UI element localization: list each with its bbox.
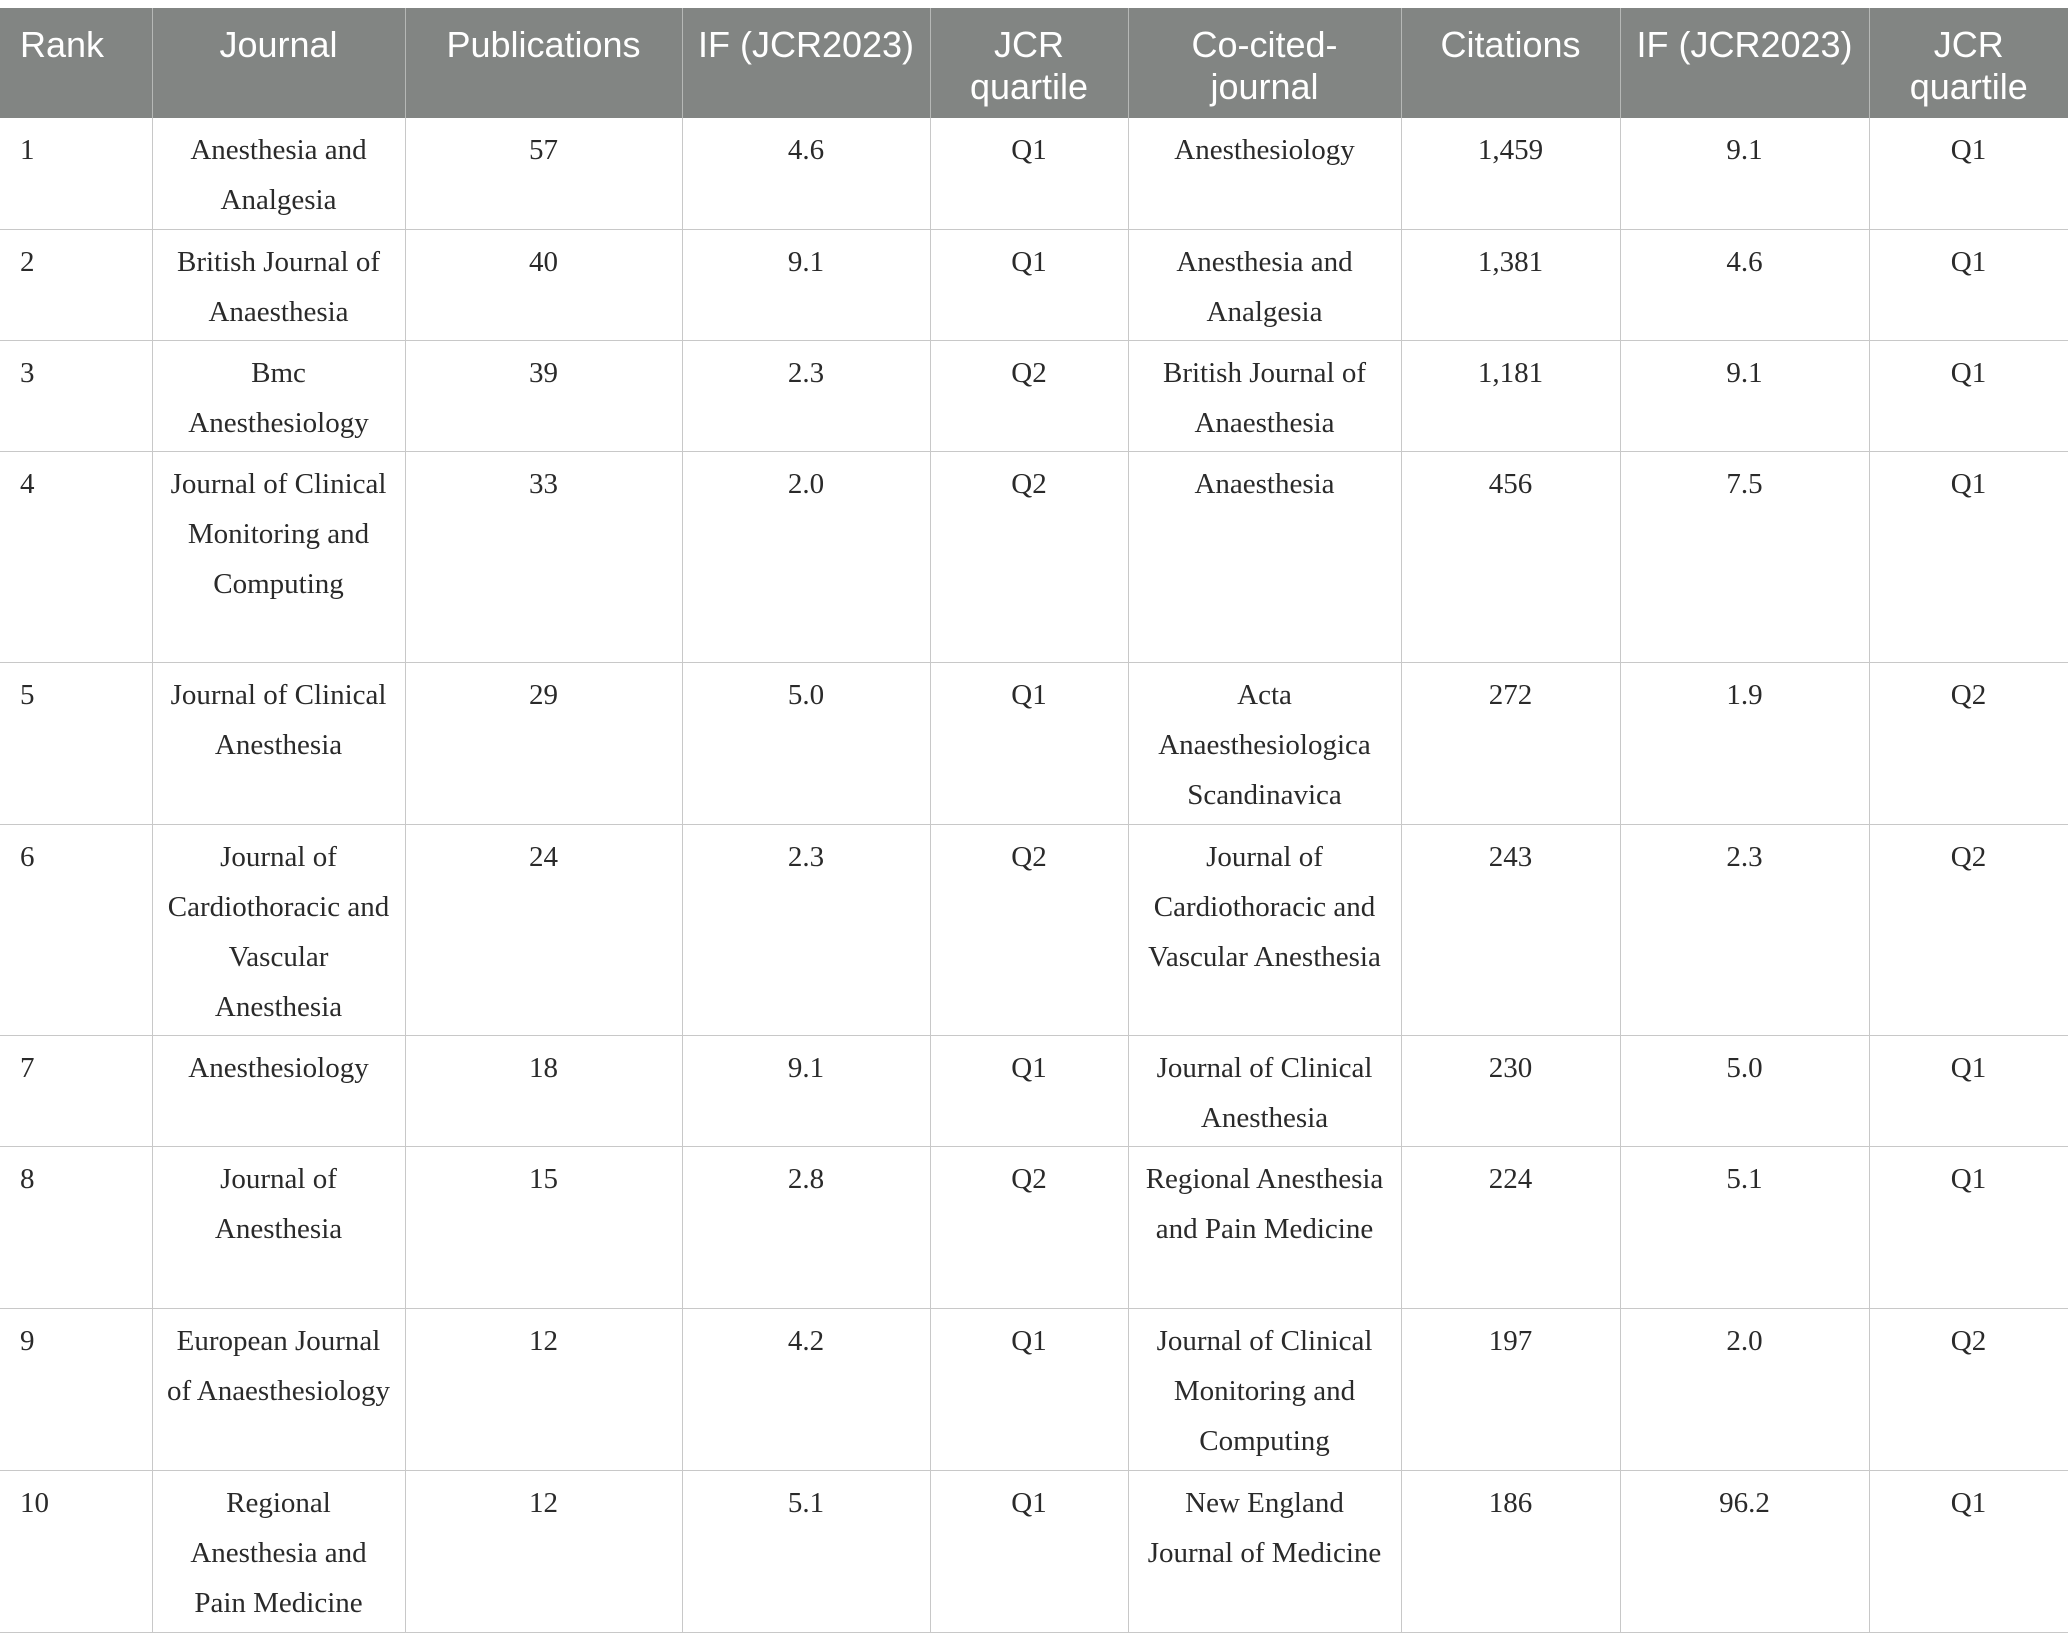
header-jcr-quartile: JCR quartile — [930, 8, 1128, 118]
quartile-cell: Q2 — [930, 451, 1128, 662]
quartile-cell: Q2 — [930, 824, 1128, 1035]
co-cited-quartile-cell: Q2 — [1869, 1308, 2068, 1470]
publications-cell: 57 — [405, 118, 682, 229]
publications-cell: 29 — [405, 662, 682, 824]
citations-cell: 1,181 — [1401, 340, 1620, 451]
quartile-cell: Q1 — [930, 662, 1128, 824]
co-cited-journal-cell: British Journal of Anaesthesia — [1128, 340, 1401, 451]
journal-cell: Journal of Clinical Anesthesia — [152, 662, 405, 824]
citations-cell: 186 — [1401, 1470, 1620, 1632]
co-cited-quartile-cell: Q1 — [1869, 340, 2068, 451]
publications-cell: 18 — [405, 1035, 682, 1146]
co-cited-journal-cell: New England Journal of Medicine — [1128, 1470, 1401, 1632]
rank-cell: 8 — [0, 1146, 152, 1308]
citations-cell: 272 — [1401, 662, 1620, 824]
co-cited-journal-cell: Regional Anesthesia and Pain Medicine — [1128, 1146, 1401, 1308]
header-row — [0, 8, 2068, 118]
header-co-cited-jcr-quartile: JCR quartile — [1869, 8, 2068, 118]
quartile-cell: Q1 — [930, 1308, 1128, 1470]
citations-cell: 230 — [1401, 1035, 1620, 1146]
co-cited-if-cell: 9.1 — [1620, 118, 1869, 229]
if-cell: 2.3 — [682, 340, 930, 451]
co-cited-quartile-cell: Q2 — [1869, 662, 2068, 824]
rank-cell: 5 — [0, 662, 152, 824]
co-cited-journal-cell: Journal of Clinical Monitoring and Computing — [1128, 1308, 1401, 1470]
table-row — [0, 1035, 2068, 1146]
co-cited-quartile-cell: Q1 — [1869, 451, 2068, 662]
if-cell: 2.0 — [682, 451, 930, 662]
publications-cell: 24 — [405, 824, 682, 1035]
rank-cell: 7 — [0, 1035, 152, 1146]
header-co-cited-journal: Co-cited-journal — [1128, 8, 1401, 118]
rank-cell: 4 — [0, 451, 152, 662]
publications-cell: 12 — [405, 1308, 682, 1470]
co-cited-if-cell: 4.6 — [1620, 229, 1869, 340]
co-cited-quartile-cell: Q1 — [1869, 1146, 2068, 1308]
rank-cell: 6 — [0, 824, 152, 1035]
co-cited-quartile-cell: Q1 — [1869, 229, 2068, 340]
rank-cell: 2 — [0, 229, 152, 340]
quartile-cell: Q1 — [930, 229, 1128, 340]
header-co-cited-if: IF (JCR2023) — [1620, 8, 1869, 118]
if-cell: 2.3 — [682, 824, 930, 1035]
co-cited-if-cell: 9.1 — [1620, 340, 1869, 451]
journal-cell: Journal of Anesthesia — [152, 1146, 405, 1308]
co-cited-journal-cell: Anesthesiology — [1128, 118, 1401, 229]
rank-cell: 10 — [0, 1470, 152, 1632]
rank-cell: 1 — [0, 118, 152, 229]
if-cell: 9.1 — [682, 229, 930, 340]
citations-cell: 197 — [1401, 1308, 1620, 1470]
header-if: IF (JCR2023) — [682, 8, 930, 118]
table-row — [0, 662, 2068, 824]
co-cited-if-cell: 96.2 — [1620, 1470, 1869, 1632]
citations-cell: 1,459 — [1401, 118, 1620, 229]
if-cell: 9.1 — [682, 1035, 930, 1146]
journal-cell: Journal of Cardiothoracic and Vascular Anesthesia — [152, 824, 405, 1035]
co-cited-quartile-cell: Q1 — [1869, 118, 2068, 229]
co-cited-journal-cell: Anaesthesia — [1128, 451, 1401, 662]
table-row — [0, 824, 2068, 1035]
if-cell: 4.6 — [682, 118, 930, 229]
citations-cell: 1,381 — [1401, 229, 1620, 340]
if-cell: 5.1 — [682, 1470, 930, 1632]
citations-cell: 243 — [1401, 824, 1620, 1035]
journal-cell: Regional Anesthesia and Pain Medicine — [152, 1470, 405, 1632]
if-cell: 5.0 — [682, 662, 930, 824]
co-cited-if-cell: 5.1 — [1620, 1146, 1869, 1308]
journal-cell: Bmc Anesthesiology — [152, 340, 405, 451]
co-cited-if-cell: 1.9 — [1620, 662, 1869, 824]
publications-cell: 15 — [405, 1146, 682, 1308]
co-cited-quartile-cell: Q1 — [1869, 1035, 2068, 1146]
journal-cell: Anesthesiology — [152, 1035, 405, 1146]
table-row — [0, 1146, 2068, 1308]
co-cited-if-cell: 7.5 — [1620, 451, 1869, 662]
table-row — [0, 1308, 2068, 1470]
header-citations: Citations — [1401, 8, 1620, 118]
co-cited-quartile-cell: Q1 — [1869, 1470, 2068, 1632]
rank-cell: 9 — [0, 1308, 152, 1470]
citations-cell: 224 — [1401, 1146, 1620, 1308]
co-cited-journal-cell: Acta Anaesthesiologica Scandinavica — [1128, 662, 1401, 824]
co-cited-if-cell: 5.0 — [1620, 1035, 1869, 1146]
quartile-cell: Q1 — [930, 1470, 1128, 1632]
publications-cell: 12 — [405, 1470, 682, 1632]
table-row — [0, 340, 2068, 451]
journal-cell: European Journal of Anaesthesiology — [152, 1308, 405, 1470]
co-cited-journal-cell: Journal of Cardiothoracic and Vascular Anesthesia — [1128, 824, 1401, 1035]
header-publications: Publications — [405, 8, 682, 118]
table-row — [0, 229, 2068, 340]
publications-cell: 33 — [405, 451, 682, 662]
citations-cell: 456 — [1401, 451, 1620, 662]
publications-cell: 40 — [405, 229, 682, 340]
journal-cell: British Journal of Anaesthesia — [152, 229, 405, 340]
header-journal: Journal — [152, 8, 405, 118]
rank-cell: 3 — [0, 340, 152, 451]
quartile-cell: Q1 — [930, 118, 1128, 229]
journal-table — [0, 8, 2068, 1633]
table-row — [0, 1470, 2068, 1632]
co-cited-if-cell: 2.3 — [1620, 824, 1869, 1035]
co-cited-journal-cell: Journal of Clinical Anesthesia — [1128, 1035, 1401, 1146]
co-cited-if-cell: 2.0 — [1620, 1308, 1869, 1470]
table-row — [0, 118, 2068, 229]
quartile-cell: Q2 — [930, 340, 1128, 451]
co-cited-quartile-cell: Q2 — [1869, 824, 2068, 1035]
co-cited-journal-cell: Anesthesia and Analgesia — [1128, 229, 1401, 340]
journal-cell: Journal of Clinical Monitoring and Computing — [152, 451, 405, 662]
quartile-cell: Q2 — [930, 1146, 1128, 1308]
header-rank: Rank — [0, 8, 152, 118]
journal-cell: Anesthesia and Analgesia — [152, 118, 405, 229]
journal-table-container — [0, 8, 2068, 1633]
table-row — [0, 451, 2068, 662]
if-cell: 2.8 — [682, 1146, 930, 1308]
if-cell: 4.2 — [682, 1308, 930, 1470]
quartile-cell: Q1 — [930, 1035, 1128, 1146]
publications-cell: 39 — [405, 340, 682, 451]
